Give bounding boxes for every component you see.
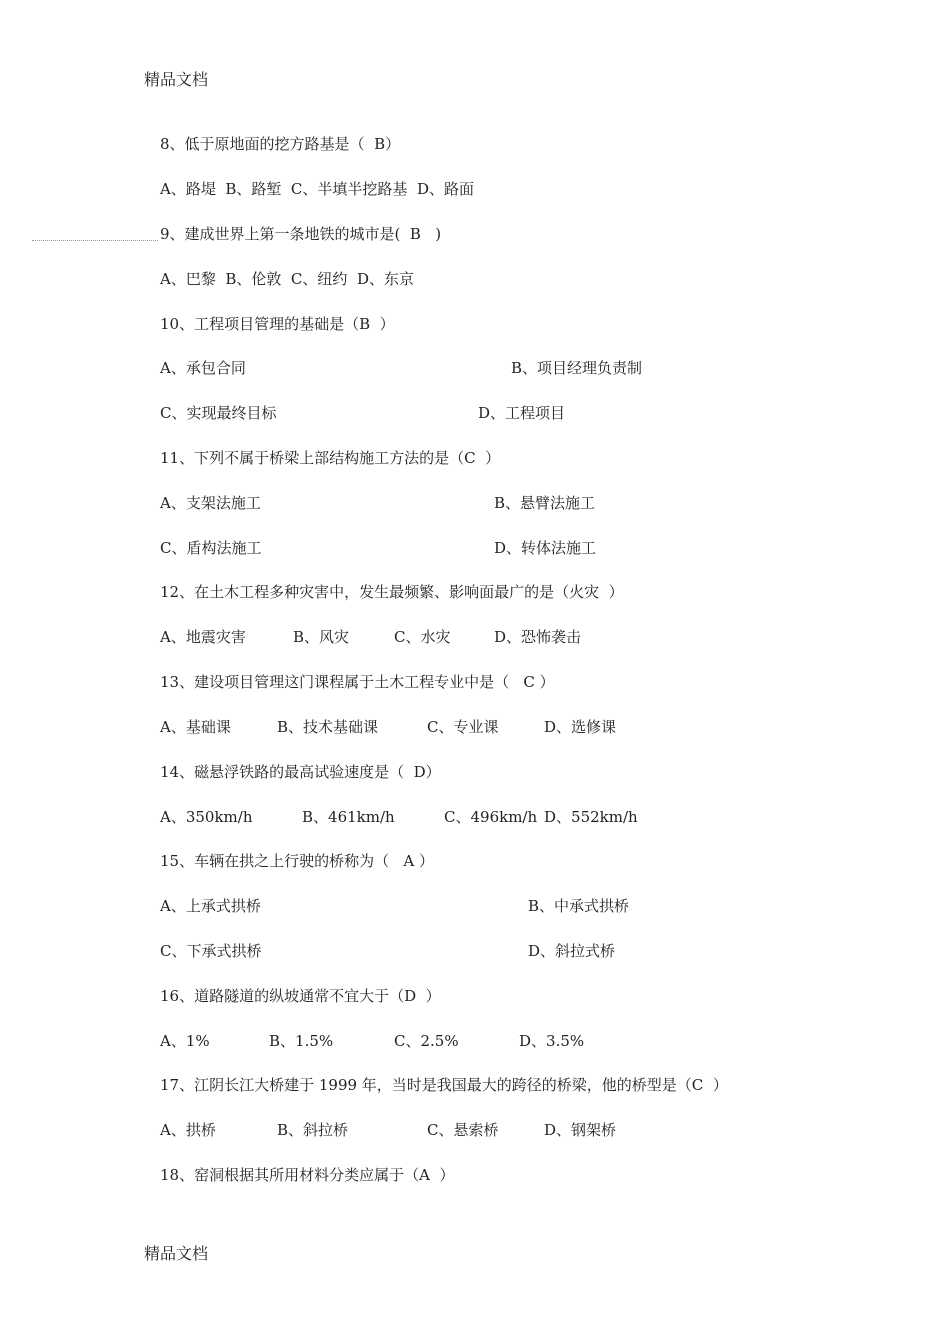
question-11-option-a: A、支架法施工 <box>160 494 261 512</box>
question-16-option-b: B、1.5% <box>269 1032 334 1050</box>
question-15: 15、车辆在拱之上行驶的桥称为（ A ） <box>160 852 434 870</box>
question-11-option-b: B、悬臂法施工 <box>494 494 596 512</box>
question-17-option-a: A、拱桥 <box>160 1121 216 1139</box>
question-14-option-b: B、461km/h <box>302 808 395 826</box>
question-17-option-b: B、斜拉桥 <box>277 1121 349 1139</box>
question-15-option-b: B、中承式拱桥 <box>528 897 630 915</box>
question-10-option-a: A、承包合同 <box>160 359 246 377</box>
question-8-options: A、路堤 B、路堑 C、半填半挖路基 D、路面 <box>160 180 474 198</box>
question-14: 14、磁悬浮铁路的最高试验速度是（ D） <box>160 763 441 781</box>
question-11: 11、下列不属于桥梁上部结构施工方法的是（C ） <box>160 449 501 467</box>
question-17: 17、江阴长江大桥建于 1999 年，当时是我国最大的跨径的桥梁，他的桥型是（C ） <box>160 1076 728 1094</box>
question-14-option-d: D、552km/h <box>544 808 638 826</box>
question-16-option-c: C、2.5% <box>394 1032 459 1050</box>
question-13: 13、建设项目管理这门课程属于土木工程专业中是（ C ） <box>160 673 555 691</box>
dotted-rule <box>32 240 158 241</box>
question-13-option-d: D、选修课 <box>544 718 617 736</box>
question-10-option-d: D、工程项目 <box>478 404 566 422</box>
question-12: 12、在土木工程多种灾害中，发生最频繁、影响面最广的是（火灾 ） <box>160 583 624 601</box>
question-16-option-a: A、1% <box>160 1032 210 1050</box>
question-16-option-d: D、3.5% <box>519 1032 585 1050</box>
question-12-option-c: C、水灾 <box>394 628 451 646</box>
question-8: 8、低于原地面的挖方路基是（ B） <box>160 135 401 153</box>
question-10-option-b: B、项目经理负责制 <box>511 359 643 377</box>
question-13-option-b: B、技术基础课 <box>277 718 379 736</box>
question-17-option-d: D、钢架桥 <box>544 1121 617 1139</box>
question-11-option-c: C、盾构法施工 <box>160 539 262 557</box>
question-12-option-b: B、风灾 <box>293 628 350 646</box>
question-11-option-d: D、转体法施工 <box>494 539 597 557</box>
question-15-option-d: D、斜拉式桥 <box>528 942 616 960</box>
question-9: 9、建成世界上第一条地铁的城市是( B ) <box>160 225 442 243</box>
page-header: 精品文档 <box>144 70 209 89</box>
question-13-option-a: A、基础课 <box>160 718 231 736</box>
question-15-option-a: A、上承式拱桥 <box>160 897 261 915</box>
question-14-option-a: A、350km/h <box>160 808 253 826</box>
question-16: 16、道路隧道的纵坡通常不宜大于（D ） <box>160 987 441 1005</box>
question-12-option-d: D、恐怖袭击 <box>494 628 582 646</box>
question-18: 18、窑洞根据其所用材料分类应属于（A ） <box>160 1166 455 1184</box>
question-17-option-c: C、悬索桥 <box>427 1121 499 1139</box>
question-13-option-c: C、专业课 <box>427 718 499 736</box>
question-9-options: A、巴黎 B、伦敦 C、纽约 D、东京 <box>160 270 414 288</box>
question-10: 10、工程项目管理的基础是（B ） <box>160 315 395 333</box>
question-10-option-c: C、实现最终目标 <box>160 404 277 422</box>
question-15-option-c: C、下承式拱桥 <box>160 942 262 960</box>
question-14-option-c: C、496km/h <box>444 808 538 826</box>
question-12-option-a: A、地震灾害 <box>160 628 246 646</box>
page-footer: 精品文档 <box>144 1244 209 1263</box>
